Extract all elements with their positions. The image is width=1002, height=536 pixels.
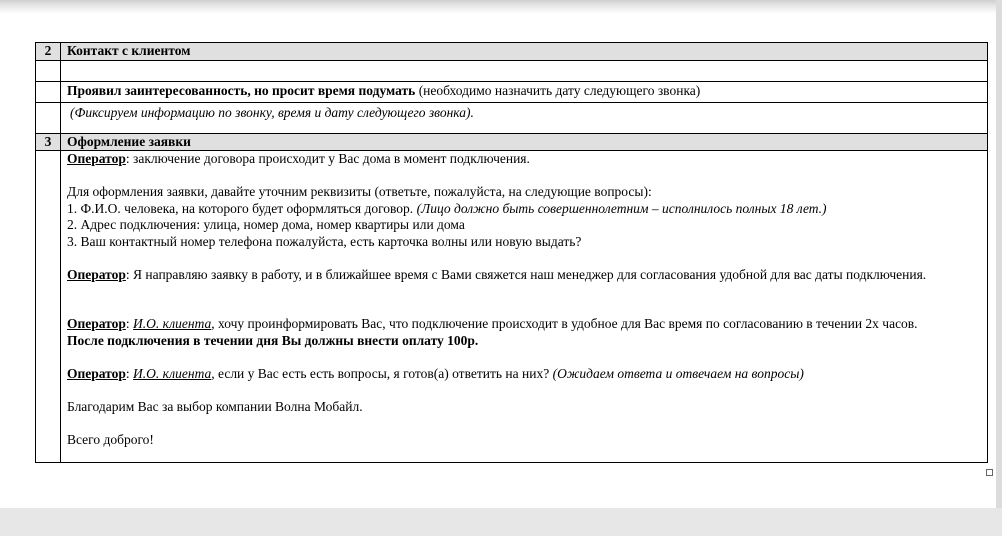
operator-paragraph-4-note: (Ожидаем ответа и отвечаем на вопросы): [552, 365, 804, 381]
interest-row: [36, 81, 988, 102]
operator-paragraph-2: [67, 267, 981, 284]
section3-title[interactable]: Оформление заявки: [61, 133, 988, 151]
goodbye-text: Всего доброго!: [67, 431, 154, 447]
section3-body[interactable]: [61, 151, 988, 463]
section3-body-num: [36, 151, 61, 463]
note-row: [36, 102, 988, 133]
operator-label: Оператор: [67, 316, 126, 331]
note-cell[interactable]: [61, 102, 988, 133]
section2-title[interactable]: Контакт с клиентом: [61, 43, 988, 61]
operator-line-1: [67, 151, 981, 168]
empty-cell-num: [36, 60, 61, 81]
payment-note: После подключения в течении дня Вы должны внести оплату 100р.: [67, 332, 479, 348]
note-text: (Фиксируем информацию по звонку, время и дату следующего звонка).: [70, 104, 474, 120]
section2-number: 2: [36, 43, 61, 61]
interest-bold-text: Проявил заинтересованность, но просит время подумать: [67, 82, 416, 98]
item-1-text: 1. Ф.И.О. человека, на которого будет оформляться договор.: [67, 200, 417, 216]
operator-line-1-text: : заключение договора происходит у Вас дома в момент подключения.: [125, 151, 530, 166]
page-right-edge: [996, 0, 1002, 536]
client-name: И.О. клиента: [133, 365, 212, 381]
operator-paragraph-4: Оператор: И.О. клиента, если у Вас есть есть вопросы, я готов(а) ответить на них? (Ожидаем ответа и отвечаем на вопросы): [67, 365, 804, 381]
section2-header-row: [36, 43, 988, 61]
operator-paragraph-3: Оператор: И.О. клиента, хочу проинформировать Вас, что подключение происходит в удобное для Вас время по согласованию в течении 2х часов.: [67, 316, 918, 331]
item-2: 2. Адрес подключения: улица, номер дома, номер квартиры или дома: [67, 217, 465, 232]
empty-cell[interactable]: [61, 60, 988, 81]
interest-rest-text: (необходимо назначить дату следующего звонка): [415, 82, 701, 98]
section3-header-row: [36, 133, 988, 151]
item-1-note: (Лицо должно быть совершеннолетним – исполнилось полных 18 лет.): [416, 200, 827, 216]
thanks-text: Благодарим Вас за выбор компании Волна Мобайл.: [67, 398, 363, 414]
section3-number: 3: [36, 133, 61, 151]
table-resize-handle[interactable]: [986, 469, 993, 476]
note-cell-num: [36, 102, 61, 133]
section3-body-row: [36, 151, 988, 463]
item-3: 3. Ваш контактный номер телефона пожалуйста, есть карточка волны или новую выдать?: [67, 233, 582, 249]
operator-paragraph-4-text: , если у Вас есть есть вопросы, я готов(а) ответить на них?: [211, 365, 553, 381]
interest-cell-num: [36, 81, 61, 102]
item-1: [67, 201, 981, 218]
operator-paragraph-3-text: , хочу проинформировать Вас, что подключение происходит в удобное для Вас время по согласованию в течении 2х часов.: [211, 316, 918, 331]
operator-paragraph-2-text: : Я направляю заявку в работу, и в ближайшее время с Вами свяжется наш менеджер для согласования удобной для вас даты подключения.: [125, 266, 927, 282]
script-table: [35, 42, 988, 463]
intro-text: Для оформления заявки, давайте уточним реквизиты (ответьте, пожалуйста, на следующие вопросы):: [67, 184, 652, 199]
page-top-shadow: [0, 0, 1002, 14]
interest-cell[interactable]: [61, 81, 988, 102]
operator-label: Оператор: [67, 266, 126, 282]
operator-label: Оператор: [67, 365, 126, 381]
client-name: И.О. клиента: [133, 316, 212, 331]
empty-row: [36, 60, 988, 81]
page-bottom-area: [0, 508, 1002, 536]
operator-label: Оператор: [67, 151, 126, 166]
